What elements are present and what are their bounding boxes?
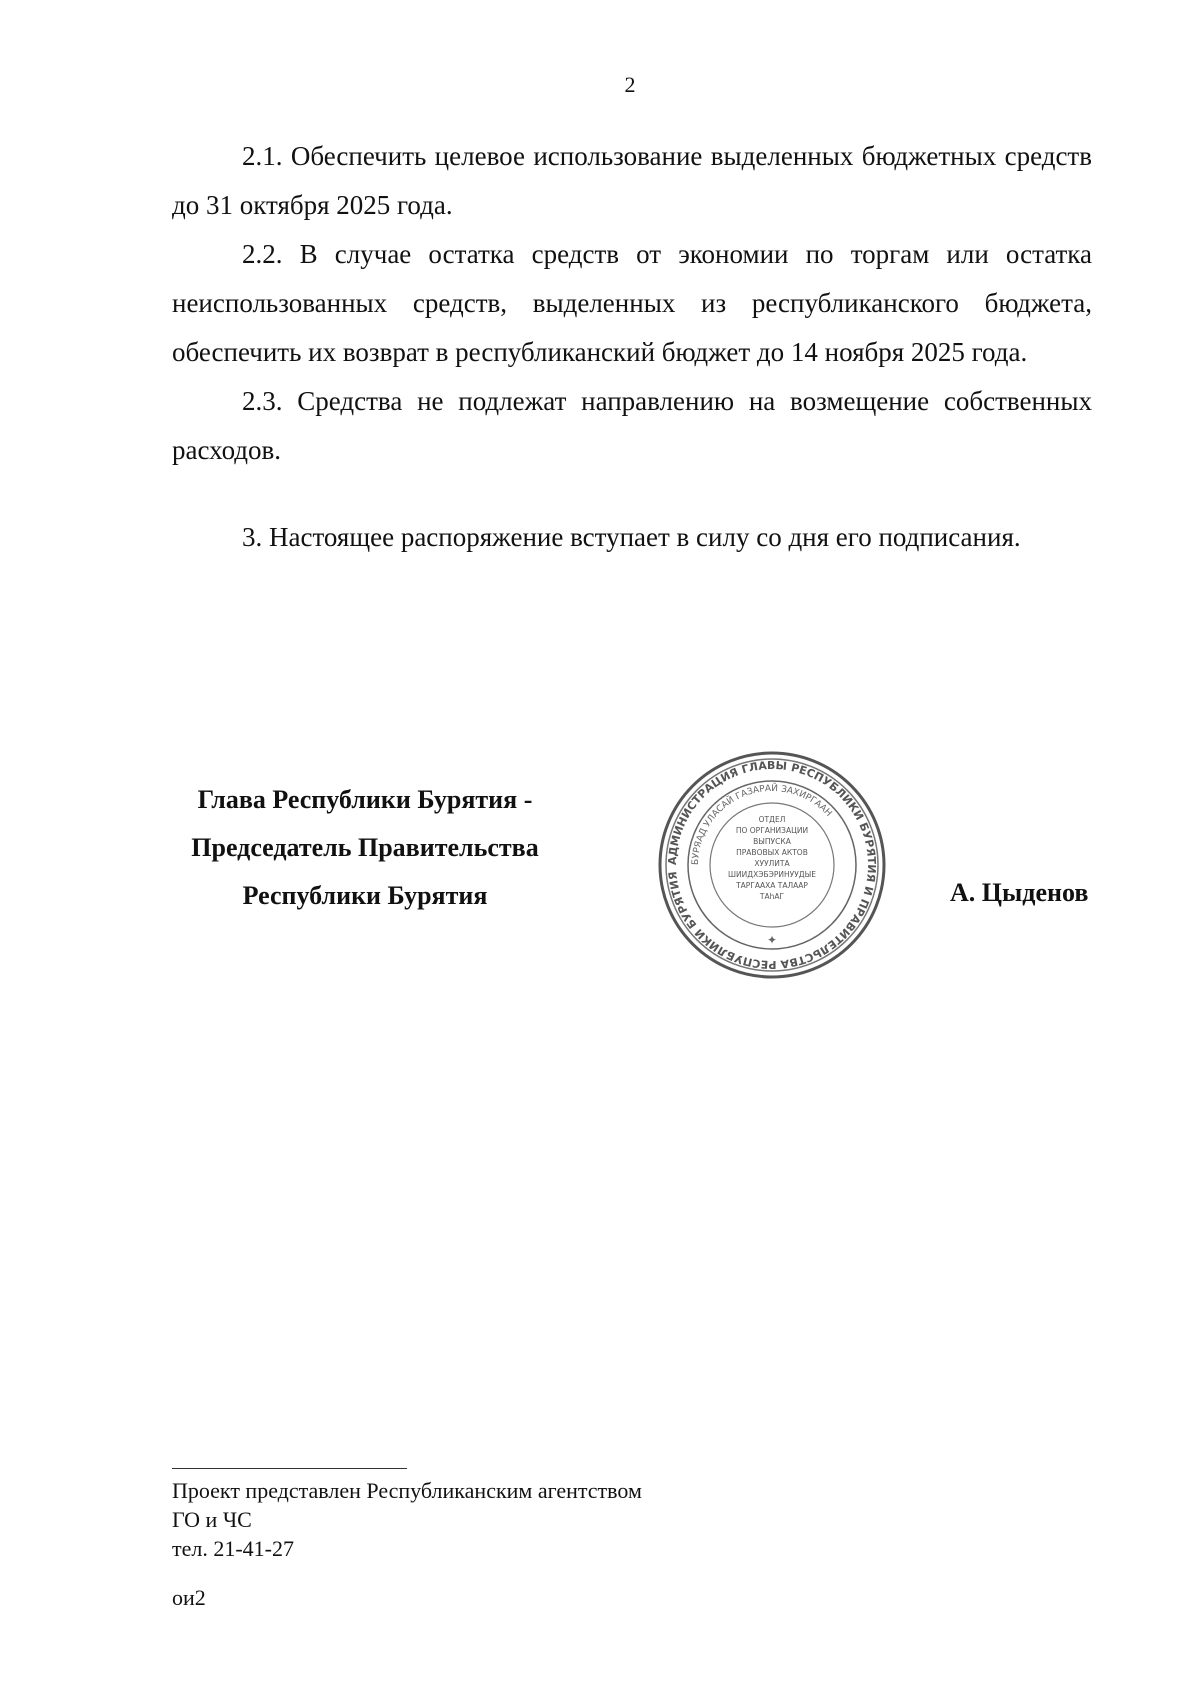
seal-outer-text: АДМИНИСТРАЦИЯ ГЛАВЫ РЕСПУБЛИКИ БУРЯТИЯ И ПРАВИТЕЛЬСТВА РЕСПУБЛИКИ БУРЯТИЯ [665,758,879,972]
signatory-title-line-2: Председатель Правительства [191,833,539,862]
signatory-name: А. Цыденов [950,878,1089,907]
seal-center-line-1: ОТДЕЛ [758,815,786,824]
seal-center-line-5: ХУУЛИТА [754,859,790,868]
paragraph-2-3: 2.3. Средства не подлежат направлению на возмещение собственных расходов. [172,386,1092,465]
footnote-line-1: Проект представлен Республиканским агентством [172,1478,642,1503]
footnote-line-2: ГО и ЧС [172,1507,252,1532]
official-seal-stamp [654,748,890,982]
footnote-divider [172,1468,407,1469]
footnote-line-3: тел. 21-41-27 [172,1536,295,1561]
seal-center-line-2: ПО ОРГАНИЗАЦИИ [735,826,809,835]
seal-center-line-8: ТАһАГ [759,892,785,901]
signatory-title-line-3: Республики Бурятия [242,881,488,910]
footnote [172,1476,642,1563]
seal-center-line-7: ТАРГААХА ТАЛААР [736,881,808,890]
seal-center-line-4: ПРАВОВЫХ АКТОВ [736,848,808,857]
document-body [172,132,1092,562]
paragraph-3: 3. Настоящее распоряжение вступает в силу со дня его подписания. [242,522,1021,552]
signatory-title [160,776,570,920]
seal-star-icon: ✦ [766,933,778,947]
document-code: ои2 [172,1585,206,1610]
signatory-title-line-1: Глава Республики Бурятия - [197,785,533,814]
seal-inner-text: БУРЯАД УЛАСАЙ ГАЗАРАЙ ЗАХИРГААН [690,783,834,866]
paragraph-2-1: 2.1. Обеспечить целевое использование выделенных бюджетных средств до 31 октября 2025 года. [172,141,1092,220]
paragraph-2-2: 2.2. В случае остатка средств от экономии по торгам или остатка неиспользованных средств, выделенных из республиканского бюджета, обеспечить их возврат в республиканский бюджет до 14 ноября 2025 года. [172,239,1092,367]
seal-center-line-6: ШИИДХЭБЭРИНУУДЫЕ [728,870,816,879]
seal-center-line-3: ВЫПУСКА [753,837,791,846]
page-number: 2 [624,72,636,97]
